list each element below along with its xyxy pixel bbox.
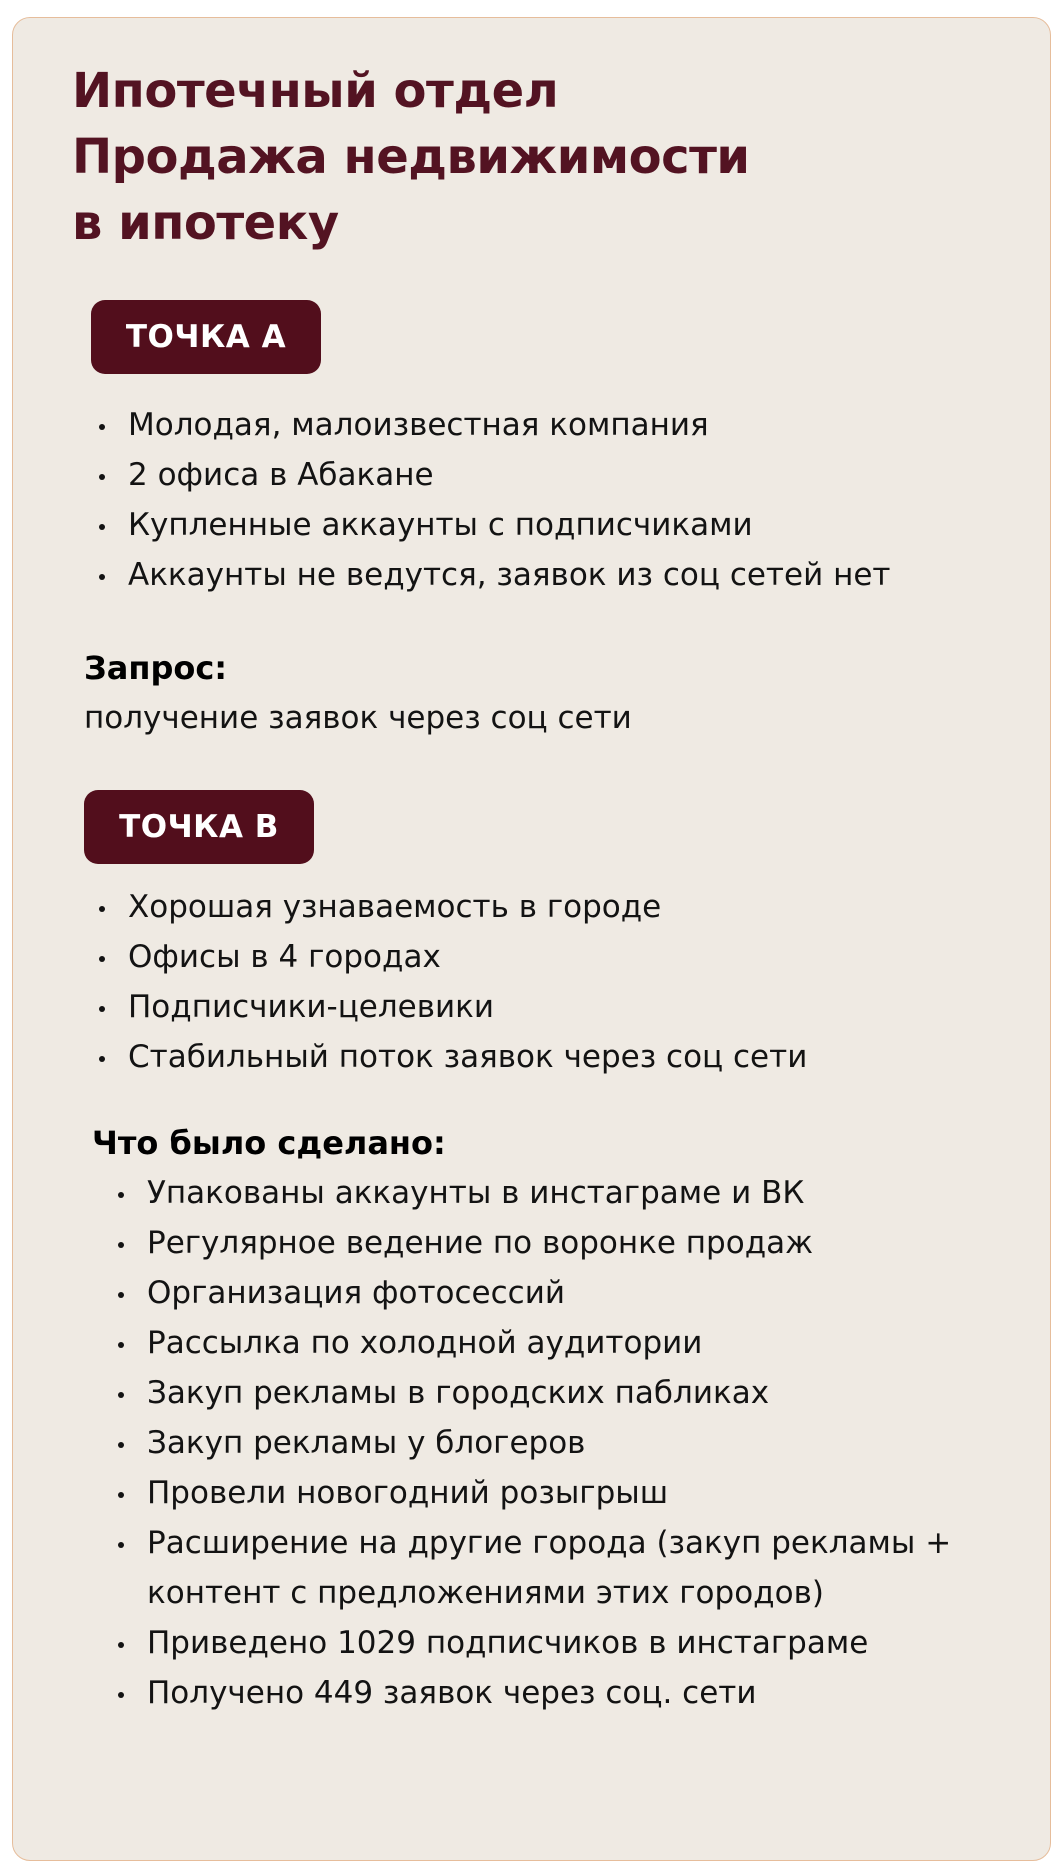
list-item: Закуп рекламы в городских пабликах bbox=[113, 1368, 963, 1418]
list-item: Молодая, малоизвестная компания bbox=[94, 400, 1054, 450]
list-item: Аккаунты не ведутся, заявок из соц сетей нет bbox=[94, 550, 1054, 600]
list-item: Провели новогодний розыгрыш bbox=[113, 1468, 963, 1518]
list-item: Регулярное ведение по воронке продаж bbox=[113, 1218, 963, 1268]
list-item: Офисы в 4 городах bbox=[94, 932, 1054, 982]
list-item: Хорошая узнаваемость в городе bbox=[94, 882, 1054, 932]
page-title bbox=[72, 58, 750, 256]
list-item: 2 офиса в Абакане bbox=[94, 450, 1054, 500]
done-list bbox=[113, 1168, 963, 1718]
list-item: Купленные аккаунты с подписчиками bbox=[94, 500, 1054, 550]
done-heading: Что было сделано: bbox=[92, 1124, 446, 1162]
list-item: Расширение на другие города (закуп рекламы + контент с предложениями этих городов) bbox=[113, 1518, 963, 1618]
point-b-list bbox=[94, 882, 1054, 1082]
title-line-1: Ипотечный отдел bbox=[72, 63, 559, 119]
list-item: Организация фотосессий bbox=[113, 1268, 963, 1318]
title-line-2: Продажа недвижимости bbox=[72, 129, 750, 185]
list-item: Рассылка по холодной аудитории bbox=[113, 1318, 963, 1368]
list-item: Получено 449 заявок через соц. сети bbox=[113, 1668, 963, 1718]
point-a-badge: ТОЧКА А bbox=[91, 300, 321, 374]
list-item: Подписчики-целевики bbox=[94, 982, 1054, 1032]
list-item: Приведено 1029 подписчиков в инстаграме bbox=[113, 1618, 963, 1668]
request-heading: Запрос: bbox=[84, 649, 228, 687]
point-a-list bbox=[94, 400, 1054, 600]
list-item: Упакованы аккаунты в инстаграме и ВК bbox=[113, 1168, 963, 1218]
point-b-badge: ТОЧКА В bbox=[84, 790, 314, 864]
request-text: получение заявок через соц сети bbox=[84, 700, 632, 736]
list-item: Стабильный поток заявок через соц сети bbox=[94, 1032, 1054, 1082]
list-item: Закуп рекламы у блогеров bbox=[113, 1418, 963, 1468]
title-line-3: в ипотеку bbox=[72, 195, 339, 251]
